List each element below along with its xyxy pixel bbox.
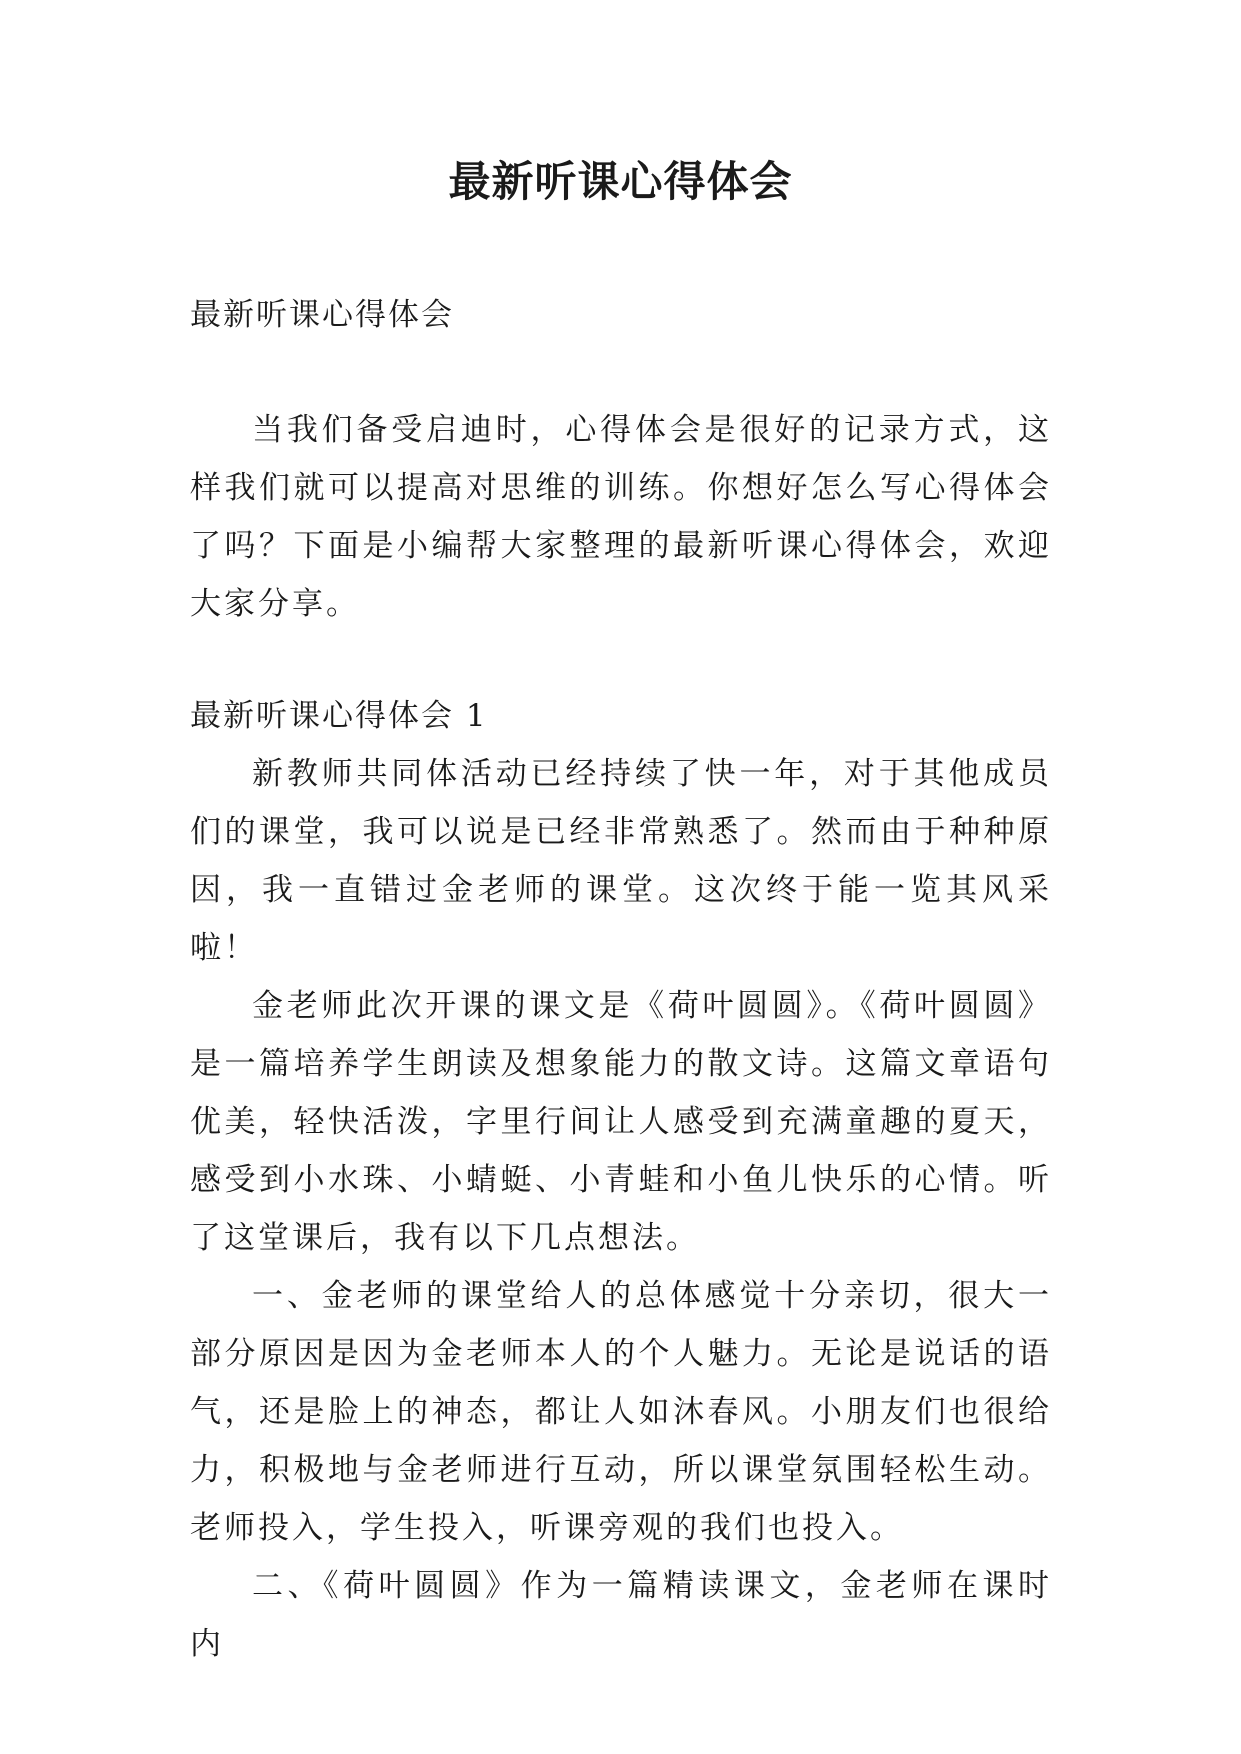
section-body [190,745,1052,1673]
document-title: 最新听课心得体会 [448,157,793,206]
body-paragraph: 二、《荷叶圆圆》作为一篇精读课文，金老师在课时内 [190,1568,1052,1662]
body-paragraph: 金老师此次开课的课文是《荷叶圆圆》。《荷叶圆圆》是一篇培养学生朗读及想象能力的散文诗。这篇文章语句优美，轻快活泼，字里行间让人感受到充满童趣的夏天，感受到小水珠、小蜻蜓、小青蛙和小鱼儿快乐的心情。听了这堂课后，我有以下几点想法。 [190,988,1052,1256]
intro-paragraph: 当我们备受启迪时，心得体会是很好的记录方式，这样我们就可以提高对思维的训练。你想好怎么写心得体会了吗？下面是小编帮大家整理的最新听课心得体会，欢迎大家分享。 [190,412,1052,622]
body-paragraph: 一、金老师的课堂给人的总体感觉十分亲切，很大一部分原因是因为金老师本人的个人魅力。无论是说话的语气，还是脸上的神态，都让人如沐春风。小朋友们也很给力，积极地与金老师进行互动，所以课堂氛围轻松生动。老师投入，学生投入，听课旁观的我们也投入。 [190,1278,1052,1546]
section-heading: 最新听课心得体会 1 [190,698,488,734]
body-paragraph: 新教师共同体活动已经持续了快一年，对于其他成员们的课堂，我可以说是已经非常熟悉了。然而由于种种原因，我一直错过金老师的课堂。这次终于能一览其风采啦！ [190,756,1052,966]
document-subtitle: 最新听课心得体会 [190,297,454,333]
